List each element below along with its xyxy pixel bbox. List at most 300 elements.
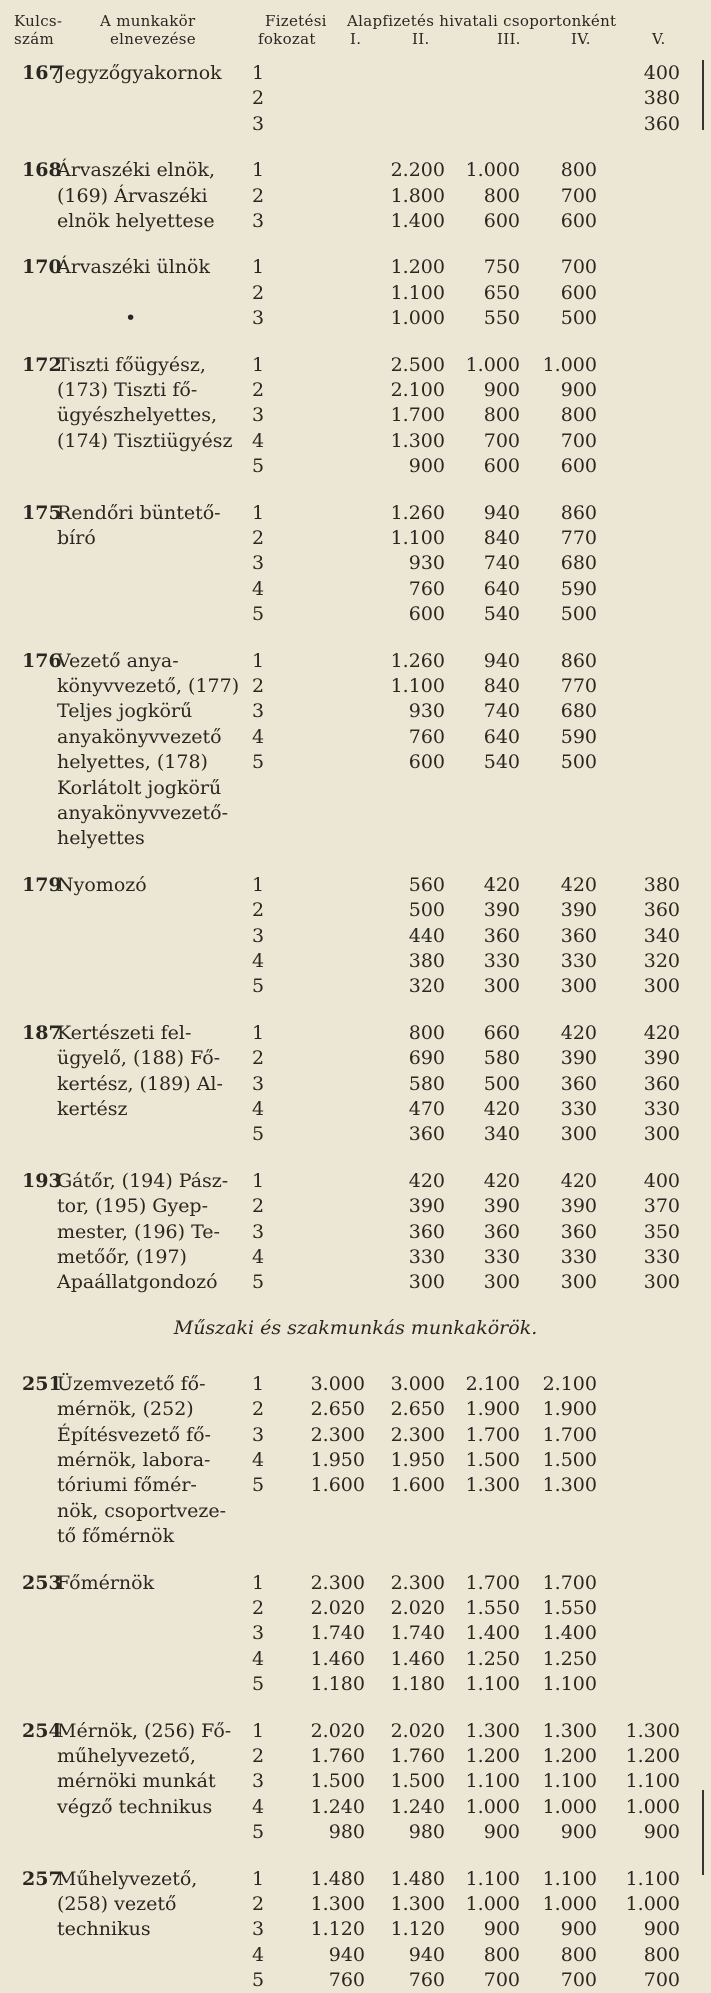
salary-value-v3: 660 (483, 1021, 520, 1044)
salary-value-v4: 860 (560, 501, 597, 524)
salary-value-v1: 940 (328, 1943, 365, 1966)
salary-value-v4: 1.400 (542, 1622, 597, 1645)
key-number: 170 (22, 256, 62, 279)
pay-grade: 3 (252, 307, 265, 330)
table-row (0, 1422, 711, 1448)
table-row (0, 305, 711, 331)
table-row (0, 157, 711, 183)
table-row (0, 648, 711, 674)
salary-value-v5: 380 (643, 873, 680, 896)
pay-grade: 5 (252, 1969, 265, 1992)
salary-value-v5: 380 (643, 87, 680, 110)
salary-value-v4: 1.700 (542, 1423, 597, 1446)
salary-value-v3: 1.000 (465, 1893, 520, 1915)
table-row (0, 724, 711, 750)
salary-value-v1: 2.020 (310, 1719, 365, 1742)
salary-value-v2: 2.020 (390, 1597, 445, 1619)
salary-value-v3: 840 (483, 675, 520, 697)
pay-grade: 2 (252, 1398, 265, 1421)
pay-grade: 3 (252, 700, 265, 723)
salary-value-v1: 1.760 (310, 1745, 365, 1767)
salary-value-v4: 420 (560, 1021, 597, 1044)
table-row (0, 525, 711, 551)
pay-grade: 2 (252, 899, 265, 922)
pay-grade: 4 (252, 1449, 265, 1471)
salary-value-v2: 1.500 (390, 1770, 445, 1793)
salary-value-v4: 1.000 (542, 1893, 597, 1915)
job-title-text: mérnök, (252) (57, 1398, 194, 1421)
salary-value-v2: 600 (408, 751, 445, 774)
pay-grade: 3 (252, 1220, 265, 1243)
pay-grade: 2 (252, 1893, 265, 1915)
salary-value-v1: 1.740 (310, 1622, 365, 1645)
table-row (0, 673, 711, 699)
table-row (0, 576, 711, 602)
salary-value-v1: 1.300 (310, 1893, 365, 1915)
pay-grade: 1 (252, 353, 265, 376)
salary-value-v3: 1.100 (465, 1770, 520, 1793)
salary-value-v3: 1.300 (465, 1474, 520, 1497)
salary-value-v4: 1.300 (542, 1719, 597, 1742)
job-title-text: Műhelyvezető, (57, 1867, 198, 1890)
salary-value-v3: 740 (483, 552, 520, 575)
salary-value-v5: 390 (643, 1047, 680, 1070)
salary-value-v2: 440 (408, 924, 445, 947)
header-col-I: I. (350, 30, 362, 48)
salary-value-v2: 2.300 (390, 1423, 445, 1446)
salary-value-v2: 760 (408, 725, 445, 748)
salary-value-v3: 300 (483, 1271, 520, 1294)
job-title-text: mérnöki munkát (57, 1770, 216, 1793)
salary-value-v3: 1.400 (465, 1622, 520, 1645)
salary-value-v3: 330 (483, 950, 520, 972)
pay-grade: 2 (252, 184, 265, 207)
key-number: 251 (22, 1372, 62, 1395)
header-kulcs-line1: Kulcs- (14, 12, 63, 30)
salary-value-v4: 590 (560, 577, 597, 600)
salary-value-v5: 800 (643, 1943, 680, 1966)
pay-grade: 5 (252, 1673, 265, 1696)
salary-value-v2: 300 (408, 1271, 445, 1294)
table-row (0, 749, 711, 775)
salary-value-v4: 680 (560, 552, 597, 575)
salary-value-v2: 1.600 (390, 1474, 445, 1497)
salary-value-v5: 360 (643, 1072, 680, 1095)
pay-grade: 1 (252, 159, 265, 182)
salary-value-v4: 300 (560, 975, 597, 998)
salary-value-v4: 600 (560, 281, 597, 304)
salary-value-v4: 600 (560, 455, 597, 478)
salary-value-v5: 300 (643, 975, 680, 998)
key-number: 167 (22, 62, 62, 84)
salary-value-v3: 340 (483, 1123, 520, 1146)
salary-value-v4: 1.200 (542, 1745, 597, 1767)
salary-value-v3: 420 (483, 1098, 520, 1120)
salary-value-v2: 760 (408, 1969, 445, 1992)
salary-value-v4: 900 (560, 1821, 597, 1844)
salary-value-v1: 1.500 (310, 1770, 365, 1793)
salary-value-v5: 360 (643, 112, 680, 135)
table-row (0, 377, 711, 403)
salary-value-v5: 320 (643, 950, 680, 972)
table-row (0, 698, 711, 724)
pay-grade: 4 (252, 950, 265, 972)
salary-value-v2: 560 (408, 873, 445, 896)
pay-grade: 4 (252, 1647, 265, 1670)
salary-value-v2: 580 (408, 1072, 445, 1095)
table-row (0, 1718, 711, 1744)
job-title-text: Főmérnök (57, 1571, 155, 1594)
salary-value-v3: 580 (483, 1047, 520, 1070)
salary-value-v2: 2.500 (390, 353, 445, 376)
pay-grade: 5 (252, 603, 265, 626)
pay-grade: 1 (252, 1867, 265, 1890)
salary-value-v2: 1.760 (390, 1745, 445, 1767)
salary-value-v4: 330 (560, 1098, 597, 1120)
table-row (0, 1121, 711, 1147)
salary-value-v4: 900 (560, 379, 597, 401)
salary-value-v3: 1.000 (465, 159, 520, 182)
salary-value-v3: 800 (483, 1943, 520, 1966)
salary-value-v5: 370 (643, 1195, 680, 1218)
salary-value-v2: 420 (408, 1169, 445, 1192)
pay-grade: 2 (252, 281, 265, 304)
salary-value-v2: 1.700 (390, 404, 445, 427)
salary-value-v1: 760 (328, 1969, 365, 1992)
salary-value-v5: 1.100 (625, 1770, 680, 1793)
pay-grade: 3 (252, 210, 265, 232)
salary-value-v5: 420 (643, 1021, 680, 1044)
pay-grade: 4 (252, 1795, 265, 1818)
table-row (0, 1096, 711, 1122)
table-row (0, 1447, 711, 1473)
job-title-text: Gátőr, (194) Pász- (57, 1169, 229, 1192)
salary-value-v3: 940 (483, 501, 520, 524)
pay-grade: 5 (252, 751, 265, 774)
job-title-text: anyakönyvvezető (57, 725, 222, 748)
job-title-text: metőőr, (197) (57, 1246, 187, 1268)
salary-value-v2: 360 (408, 1123, 445, 1146)
salary-value-v2: 690 (408, 1047, 445, 1070)
salary-value-v3: 800 (483, 184, 520, 207)
pay-grade: 5 (252, 1271, 265, 1294)
salary-value-v4: 360 (560, 924, 597, 947)
salary-value-v2: 2.300 (390, 1571, 445, 1594)
salary-value-v5: 1.000 (625, 1893, 680, 1915)
header-munkakor-line2: elnevezése (110, 30, 196, 48)
table-row (0, 601, 711, 627)
salary-value-v3: 1.700 (465, 1571, 520, 1594)
salary-value-v3: 540 (483, 603, 520, 626)
salary-value-v4: 590 (560, 725, 597, 748)
key-number: 254 (22, 1719, 62, 1742)
table-row (0, 352, 711, 378)
table-row (0, 1570, 711, 1596)
salary-value-v1: 1.240 (310, 1795, 365, 1818)
header-munkakor-line1: A munkakör (100, 12, 196, 30)
salary-value-v3: 600 (483, 455, 520, 478)
salary-value-v3: 1.550 (465, 1597, 520, 1619)
salary-value-v2: 2.200 (390, 159, 445, 182)
salary-value-v2: 390 (408, 1195, 445, 1218)
pay-grade: 2 (252, 1195, 265, 1218)
table-row (0, 1020, 711, 1046)
table-row (0, 550, 711, 576)
salary-value-v2: 1.000 (390, 307, 445, 330)
salary-value-v4: 360 (560, 1220, 597, 1243)
pay-grade: 3 (252, 924, 265, 947)
salary-value-v2: 800 (408, 1021, 445, 1044)
table-row (0, 775, 711, 801)
salary-value-v4: 800 (560, 1943, 597, 1966)
pay-grade: 1 (252, 1719, 265, 1742)
job-title-text: nök, csoportveze- (57, 1499, 227, 1522)
salary-value-v2: 900 (408, 455, 445, 478)
salary-value-v3: 750 (483, 256, 520, 279)
job-title-text: kertész (57, 1098, 128, 1120)
salary-value-v4: 770 (560, 675, 597, 697)
salary-value-v1: 1.180 (310, 1673, 365, 1696)
table-row (0, 428, 711, 454)
salary-value-v2: 1.460 (390, 1647, 445, 1670)
job-title-text: technikus (57, 1918, 151, 1941)
table-row (0, 1498, 711, 1524)
job-title-text: (174) Tisztiügyész (57, 429, 233, 452)
salary-value-v4: 1.700 (542, 1571, 597, 1594)
job-title-text: elnök helyettese (57, 210, 215, 232)
job-title-text: Jegyzőgyakornok (57, 62, 222, 84)
salary-value-v3: 360 (483, 1220, 520, 1243)
job-title-text: Mérnök, (256) Fő- (57, 1719, 232, 1742)
pay-grade: 5 (252, 455, 265, 478)
table-row (0, 254, 711, 280)
salary-value-v2: 1.100 (390, 675, 445, 697)
salary-value-v2: 1.800 (390, 184, 445, 207)
salary-value-v4: 680 (560, 700, 597, 723)
salary-value-v3: 1.200 (465, 1745, 520, 1767)
salary-value-v3: 840 (483, 527, 520, 549)
header-col-V: V. (652, 30, 666, 48)
section-title: Műszaki és szakmunkás munkakörök. (173, 1317, 538, 1340)
header-col-II: II. (412, 30, 430, 48)
job-title-text: Rendőri büntető- (57, 501, 221, 524)
key-number: 257 (22, 1867, 62, 1890)
salary-value-v5: 340 (643, 924, 680, 947)
salary-value-v2: 1.100 (390, 527, 445, 549)
pay-grade: 5 (252, 975, 265, 998)
salary-value-v3: 940 (483, 649, 520, 672)
salary-value-v3: 900 (483, 1918, 520, 1941)
salary-value-v2: 330 (408, 1246, 445, 1268)
salary-value-v2: 2.020 (390, 1719, 445, 1742)
key-number: 179 (22, 873, 62, 896)
table-row (0, 453, 711, 479)
salary-value-v2: 3.000 (390, 1372, 445, 1395)
table-row (0, 500, 711, 526)
job-title-text: könyvvezető, (177) (57, 675, 240, 697)
pay-grade: 4 (252, 725, 265, 748)
salary-value-v3: 330 (483, 1246, 520, 1268)
salary-value-v1: 1.120 (310, 1918, 365, 1941)
salary-value-v2: 1.100 (390, 281, 445, 304)
salary-value-v2: 380 (408, 950, 445, 972)
salary-value-v4: 330 (560, 1246, 597, 1268)
salary-value-v4: 1.500 (542, 1449, 597, 1471)
table-row (0, 1595, 711, 1621)
key-number: 253 (22, 1571, 62, 1594)
pay-grade: 2 (252, 527, 265, 549)
salary-value-v3: 1.500 (465, 1449, 520, 1471)
pay-grade: 3 (252, 1423, 265, 1446)
pay-grade: 3 (252, 552, 265, 575)
salary-value-v3: 650 (483, 281, 520, 304)
table-row (0, 1891, 711, 1917)
job-title-text: (173) Tiszti fő- (57, 379, 198, 401)
job-title-text: mester, (196) Te- (57, 1220, 220, 1243)
salary-value-v2: 1.300 (390, 1893, 445, 1915)
job-title-text: Tiszti főügyész, (57, 353, 206, 376)
table-row (0, 1168, 711, 1194)
salary-value-v4: 1.100 (542, 1867, 597, 1890)
key-number: 193 (22, 1169, 62, 1192)
salary-value-v4: 500 (560, 603, 597, 626)
salary-value-v3: 390 (483, 899, 520, 922)
salary-value-v4: 1.250 (542, 1647, 597, 1670)
pay-grade: 1 (252, 1169, 265, 1192)
pay-grade: 3 (252, 1918, 265, 1941)
pay-grade: 3 (252, 1770, 265, 1793)
salary-value-v3: 700 (483, 1969, 520, 1992)
salary-value-v3: 800 (483, 404, 520, 427)
salary-value-v3: 700 (483, 429, 520, 452)
table-row (0, 1396, 711, 1422)
salary-value-v2: 2.650 (390, 1398, 445, 1421)
salary-value-v4: 900 (560, 1918, 597, 1941)
salary-value-v3: 900 (483, 1821, 520, 1844)
table-row (0, 1646, 711, 1672)
salary-value-v2: 1.180 (390, 1673, 445, 1696)
salary-value-v2: 1.260 (390, 649, 445, 672)
salary-value-v3: 360 (483, 924, 520, 947)
table-row (0, 973, 711, 999)
salary-value-v4: 800 (560, 404, 597, 427)
salary-value-v3: 420 (483, 1169, 520, 1192)
salary-value-v5: 1.100 (625, 1867, 680, 1890)
pay-grade: 1 (252, 62, 265, 84)
salary-value-v3: 600 (483, 210, 520, 232)
job-title-text: • (125, 307, 137, 330)
pay-grade: 4 (252, 1943, 265, 1966)
salary-value-v2: 1.200 (390, 256, 445, 279)
key-number: 175 (22, 501, 62, 524)
salary-value-v3: 1.700 (465, 1423, 520, 1446)
table-row (0, 1916, 711, 1942)
job-title-text: tor, (195) Gyep- (57, 1195, 209, 1218)
pay-grade: 1 (252, 649, 265, 672)
salary-value-v5: 360 (643, 899, 680, 922)
salary-value-v3: 550 (483, 307, 520, 330)
table-row (0, 825, 711, 851)
pay-grade: 2 (252, 379, 265, 401)
salary-value-v4: 600 (560, 210, 597, 232)
job-title-text: (258) vezető (57, 1893, 177, 1915)
salary-value-v4: 420 (560, 1169, 597, 1192)
salary-value-v4: 1.300 (542, 1474, 597, 1497)
salary-value-v3: 1.900 (465, 1398, 520, 1421)
table-row (0, 1219, 711, 1245)
salary-value-v5: 400 (643, 1169, 680, 1192)
salary-value-v2: 600 (408, 603, 445, 626)
table-row (0, 1371, 711, 1397)
salary-value-v2: 320 (408, 975, 445, 998)
salary-value-v1: 2.300 (310, 1423, 365, 1446)
table-row (0, 85, 711, 111)
salary-value-v1: 2.300 (310, 1571, 365, 1594)
job-title-text: helyettes, (178) (57, 751, 208, 774)
pay-grade: 2 (252, 1745, 265, 1767)
pay-grade: 1 (252, 1372, 265, 1395)
table-row (0, 1866, 711, 1892)
pay-grade: 2 (252, 87, 265, 110)
pay-grade: 4 (252, 577, 265, 600)
salary-value-v2: 1.480 (390, 1867, 445, 1890)
table-row (0, 872, 711, 898)
salary-value-v4: 860 (560, 649, 597, 672)
salary-value-v3: 640 (483, 577, 520, 600)
salary-value-v2: 1.400 (390, 210, 445, 232)
table-row (0, 1967, 711, 1993)
job-title-text: műhelyvezető, (57, 1745, 196, 1767)
right-border-line (702, 60, 704, 130)
pay-grade: 1 (252, 256, 265, 279)
pay-grade: 3 (252, 404, 265, 427)
salary-value-v5: 300 (643, 1123, 680, 1146)
salary-value-v5: 700 (643, 1969, 680, 1992)
salary-value-v3: 2.100 (465, 1372, 520, 1395)
pay-grade: 4 (252, 1246, 265, 1268)
pay-grade: 3 (252, 1622, 265, 1645)
salary-value-v5: 330 (643, 1098, 680, 1120)
pay-grade: 4 (252, 1098, 265, 1120)
job-title-text: Apaállatgondozó (57, 1271, 218, 1294)
salary-value-v4: 1.900 (542, 1398, 597, 1421)
salary-value-v2: 500 (408, 899, 445, 922)
salary-value-v4: 1.100 (542, 1673, 597, 1696)
salary-value-v2: 2.100 (390, 379, 445, 401)
pay-grade: 1 (252, 873, 265, 896)
key-number: 176 (22, 649, 62, 672)
salary-value-v1: 1.480 (310, 1867, 365, 1890)
salary-value-v3: 640 (483, 725, 520, 748)
job-title-text: bíró (57, 527, 96, 549)
pay-grade: 1 (252, 501, 265, 524)
salary-value-v1: 1.950 (310, 1449, 365, 1471)
key-number: 187 (22, 1021, 62, 1044)
pay-grade: 3 (252, 112, 265, 135)
header-alapfizetes: Alapfizetés hivatali csoportonként (347, 12, 617, 30)
table-row (0, 948, 711, 974)
pay-grade: 5 (252, 1821, 265, 1844)
salary-value-v4: 2.100 (542, 1372, 597, 1395)
salary-value-v5: 900 (643, 1821, 680, 1844)
job-title-text: Teljes jogkörű (57, 700, 193, 723)
salary-value-v2: 360 (408, 1220, 445, 1243)
table-row (0, 402, 711, 428)
salary-value-v5: 1.200 (625, 1745, 680, 1767)
table-row (0, 1743, 711, 1769)
salary-value-v2: 1.300 (390, 429, 445, 452)
salary-value-v5: 300 (643, 1271, 680, 1294)
